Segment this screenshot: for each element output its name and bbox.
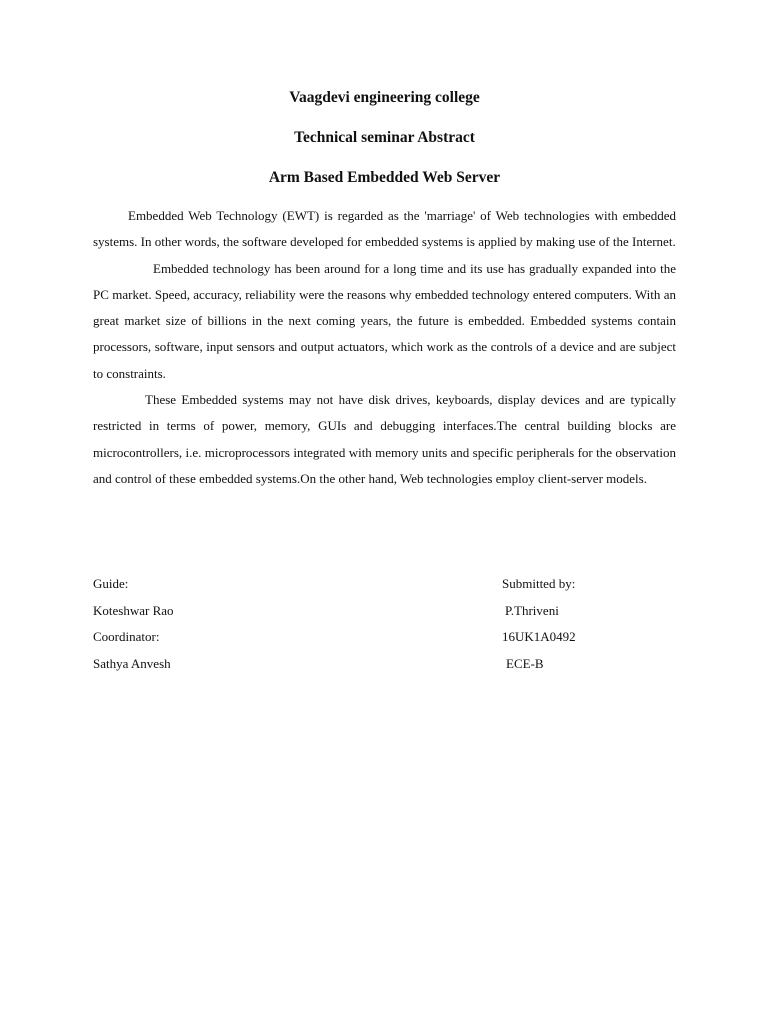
guide-label: Guide: [93,576,129,591]
abstract-paragraph-1: Embedded Web Technology (EWT) is regarded as the 'marriage' of Web technologies with embedded systems. In other words, the software developed for embedded systems is applied by making use of the Internet. [93,208,676,250]
abstract-paragraph-3: These Embedded systems may not have disk drives, keyboards, display devices and are typically restricted in terms of power, memory, GUIs and debugging interfaces.The central building blocks are microcontrollers, i.e. microprocessors integrated with memory units and specific peripherals for the observation and control of these embedded systems.On the other hand, Web technologies employ client-server models. [93,392,676,486]
guide-name: Koteshwar Rao [93,602,174,618]
college-name: Vaagdevi engineering college [289,89,480,106]
submitted-by-label: Submitted by: [502,576,576,591]
signoff-row-3 [93,624,676,651]
signoff-row-2 [93,598,676,625]
section-name: ECE-B [506,655,544,671]
roll-number: 16UK1A0492 [502,629,576,644]
student-name: P.Thriveni [505,602,559,618]
heading-block [93,0,676,189]
document-title: Arm Based Embedded Web Server [268,169,501,186]
signoff-block [93,571,676,677]
signoff-row-4 [93,651,676,678]
coordinator-name: Sathya Anvesh [93,655,171,671]
abstract-body [93,203,676,492]
coordinator-label: Coordinator: [93,629,160,644]
seminar-heading: Technical seminar Abstract [294,129,475,146]
signoff-row-1 [93,571,676,598]
abstract-paragraph-2: Embedded technology has been around for a long time and its use has gradually expanded into the PC market. Speed, accuracy, reliability were the reasons why embedded technology entered computers. With an great market size of billions in the next coming years, the future is embedded. Embedded systems contain processors, software, input sensors and output actuators, which work as the controls of a device and are subject to constraints. [93,260,676,381]
